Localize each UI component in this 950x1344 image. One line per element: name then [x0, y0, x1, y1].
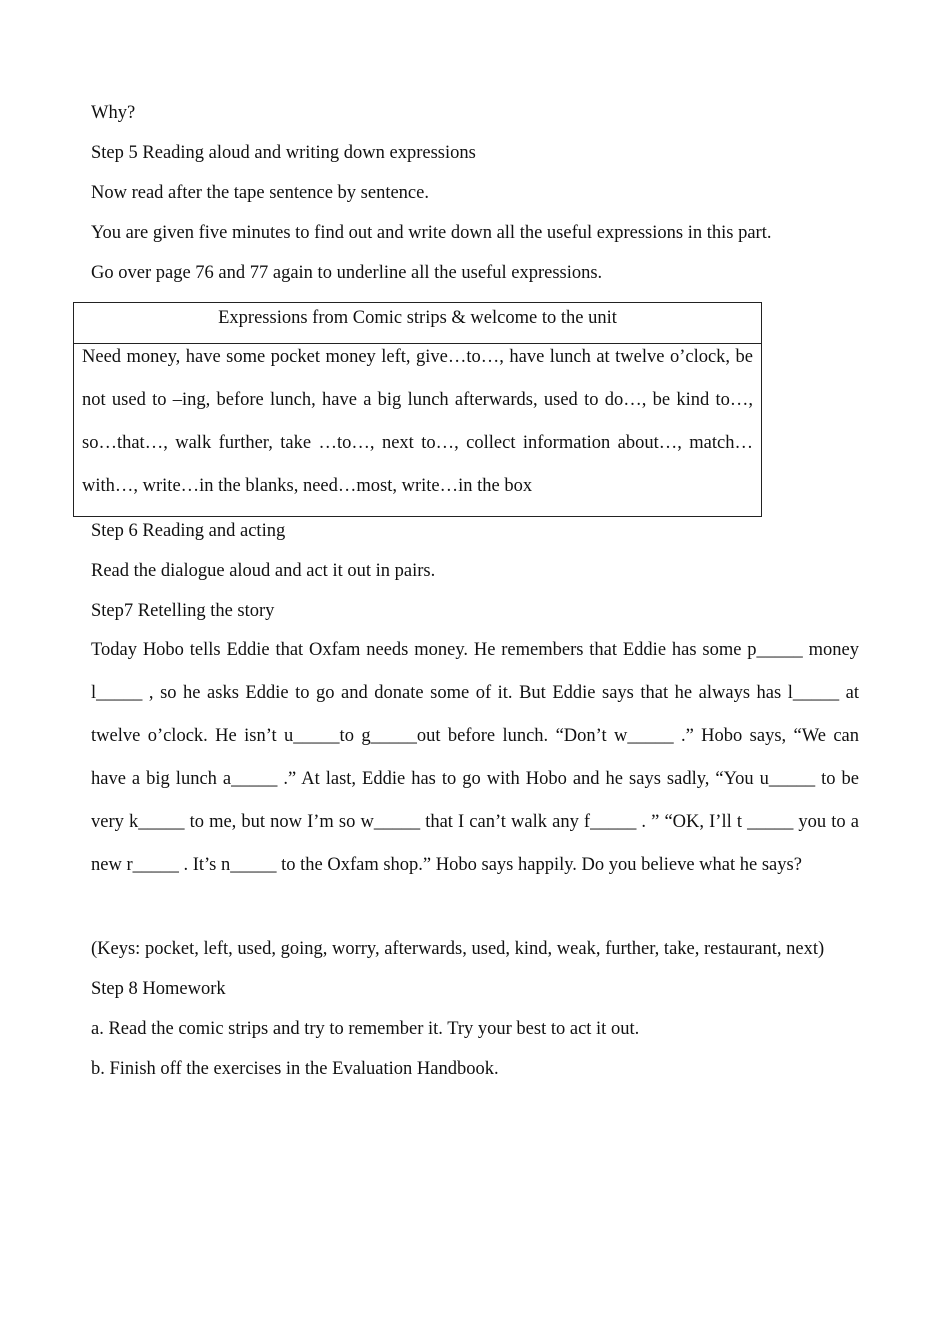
step7-title: Step7 Retelling the story [91, 601, 275, 621]
step8-title: Step 8 Homework [91, 979, 226, 999]
step5-title: Step 5 Reading aloud and writing down expressions [91, 143, 476, 163]
expressions-table [73, 302, 762, 517]
step7-story-paragraph: Today Hobo tells Eddie that Oxfam needs money. He remembers that Eddie has some p_____ money l_____ , so he asks Eddie to go and donate some of it. But Eddie says that he always has l_____ at twelve o’clock. He isn’t u_____to g_____out before lunch. “Don’t w_____ .” Hobo says, “We can have a big lunch a_____ .” At last, Eddie has to go with Hobo and he says sadly, “You u_____ to be very k_____ to me, but now I’m so w_____ that I can’t walk any f_____ . ” “OK, I’ll t _____ you to a new r_____ . It’s n_____ to the Oxfam shop.” Hobo says happily. Do you believe what he says? [91, 640, 859, 875]
step8-item-b: b. Finish off the exercises in the Evaluation Handbook. [91, 1059, 499, 1079]
step6-title: Step 6 Reading and acting [91, 521, 286, 541]
step5-instruction-3: Go over page 76 and 77 again to underline all the useful expressions. [91, 263, 603, 283]
step7-keys: (Keys: pocket, left, used, going, worry, afterwards, used, kind, weak, further, take, restaurant, next) [91, 939, 825, 959]
step6-instruction: Read the dialogue aloud and act it out in pairs. [91, 561, 436, 581]
why-line: Why? [91, 103, 136, 123]
step5-instruction-2: You are given five minutes to find out and write down all the useful expressions in this part. [91, 223, 772, 243]
expressions-table-header: Expressions from Comic strips & welcome to the unit [74, 303, 761, 344]
expressions-table-body: Need money, have some pocket money left, give…to…, have lunch at twelve o’clock, be not used to –ing, before lunch, have a big lunch afterwards, used to do…, be kind to…, so…that…, walk further, take …to…, next to…, collect information about…, match…with…, write…in the blanks, need…most, write…in the box [82, 347, 753, 496]
step8-item-a: a. Read the comic strips and try to remember it. Try your best to act it out. [91, 1019, 640, 1039]
step5-instruction-1: Now read after the tape sentence by sentence. [91, 183, 429, 203]
